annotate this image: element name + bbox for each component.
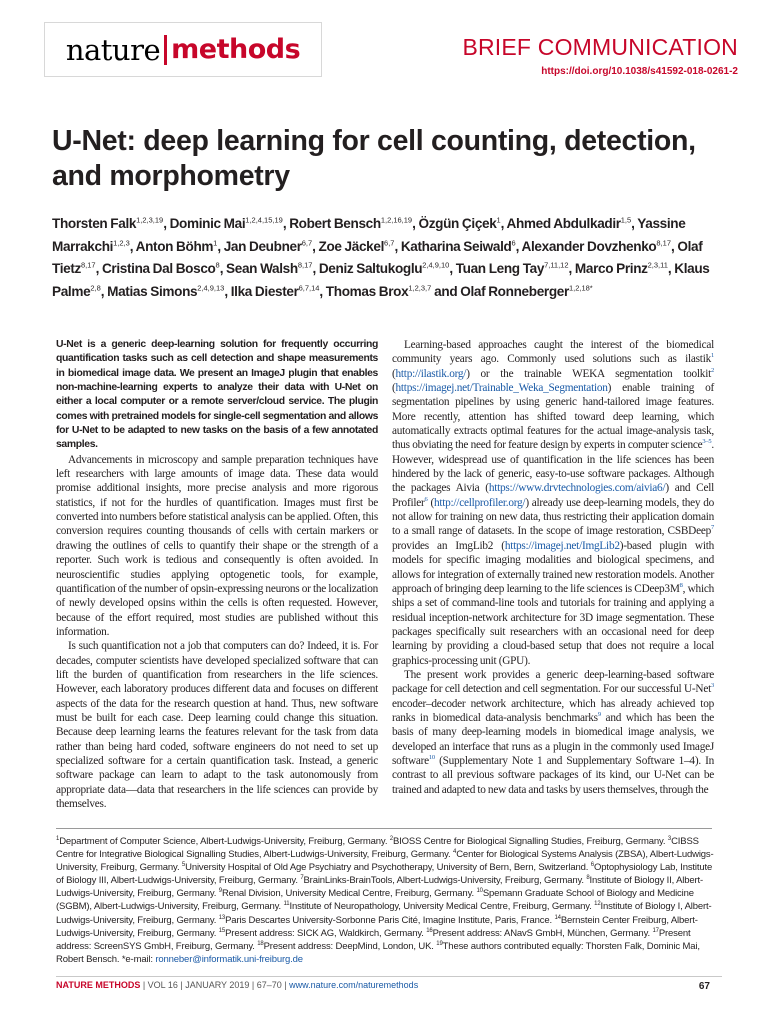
author-affiliation-marker: 1,2,3,19	[136, 215, 164, 225]
author-separator: ,	[412, 216, 419, 231]
cellprofiler-link[interactable]: http://cellprofiler.org/	[433, 496, 526, 509]
aivia-link[interactable]: https://www.drvtechnologies.com/aivia6/	[488, 482, 666, 495]
corresponding-email[interactable]: ronneber@informatik.uni-freiburg.de	[155, 953, 303, 965]
journal-logo[interactable]	[44, 22, 322, 77]
article-type-label: BRIEF COMMUNICATION	[462, 34, 738, 60]
author-affiliation-marker: 7,11,12	[544, 260, 569, 270]
affiliation-number: 3	[667, 835, 672, 842]
affiliation-text: Institute of Biology II, Albert-Ludwigs-University, Freiburg, Germany.	[56, 875, 704, 900]
author-affiliation-marker: 1,2,18*	[568, 283, 593, 293]
author-name[interactable]: Olaf Ronneberger	[460, 283, 569, 299]
author-separator: ,	[312, 261, 319, 277]
author-separator: ,	[95, 261, 102, 277]
author-name[interactable]: Sean Walsh	[226, 261, 298, 277]
page-number: 67	[698, 981, 710, 992]
author-separator: ,	[568, 261, 575, 277]
reference-marker[interactable]: 2	[711, 366, 714, 374]
affiliation-text: Bernstein Center Freiburg, Albert-Ludwigs-University, Freiburg, Germany.	[56, 914, 698, 939]
author-affiliation-marker: 1,5	[620, 215, 632, 225]
affiliation-number: 15	[218, 927, 226, 934]
author-separator: ,	[319, 283, 326, 299]
affiliation-text: Present address: DeepMind, London, UK.	[263, 940, 437, 952]
author-affiliation-marker: 6,7	[384, 238, 395, 248]
author-separator: ,	[163, 216, 170, 231]
body-paragraph: Is such quantification not a job that computers can do? Indeed, it is. For decades, computer scientists have developed specialized software that can lift the burden of quantification from researchers in the life sciences. However, each laboratory produces different data and focuses on different aspects of the data for the research question at hand. Thus, new software must be built for each case. Deep learning could change this situation. Because deep learning learns the features relevant for the task from data rather than being hard coded, software engineers do not need to set up specialized software for a certain quantification task. Instead, a generic software package can learn to adapt to the task autonomously from appropriate data—data that researchers in the life sciences can provide by themselves.	[56, 640, 378, 810]
author-name[interactable]: Yassine Marrakchi	[52, 216, 686, 254]
author-affiliation-marker: 6	[511, 238, 516, 248]
author-separator: ,	[282, 216, 290, 231]
left-column	[56, 338, 378, 811]
author-name[interactable]: Jan Deubner	[223, 238, 302, 254]
author-affiliation-marker: 8	[215, 260, 220, 270]
reference-marker[interactable]: 6	[424, 496, 428, 504]
affiliation-text: Renal Division, University Medical Centre, Freiburg, Germany.	[221, 888, 477, 900]
affiliation-number: 19	[436, 940, 443, 947]
author-name[interactable]: Tuan Leng Tay	[455, 261, 545, 277]
author-separator: ,	[500, 216, 507, 231]
reference-marker[interactable]: 10	[428, 754, 435, 762]
affiliation-number: 6	[590, 862, 594, 869]
reference-marker[interactable]: 3–5	[702, 438, 712, 446]
author-name[interactable]: Klaus Palme	[52, 261, 710, 299]
author-name[interactable]: Katharina Seiwald	[400, 238, 512, 254]
affiliation-text: Spemann Graduate School of Biology and Medicine (SGBM), Albert-Ludwigs-University, Freiburg, Germany.	[56, 888, 694, 913]
author-name[interactable]: Ilka Diester	[230, 283, 299, 299]
author-separator: ,	[671, 238, 678, 254]
author-affiliation-marker: 6,7,14	[298, 283, 320, 293]
affiliation-number: 18	[257, 940, 264, 947]
reference-marker[interactable]: 3	[711, 682, 714, 690]
author-name[interactable]: Matias Simons	[107, 283, 198, 299]
affiliation-number: 17	[652, 927, 659, 934]
author-name[interactable]: Özgün Çiçek	[418, 216, 497, 231]
author-affiliation-marker: 8,17	[80, 260, 96, 270]
right-column	[392, 338, 714, 797]
author-affiliation-marker: 1,2,3,7	[408, 283, 432, 293]
affiliation-number: 9	[218, 888, 222, 895]
author-name[interactable]: Thorsten Falk	[52, 216, 137, 231]
reference-marker[interactable]: 7	[711, 524, 714, 532]
affiliation-number: 16	[426, 927, 433, 934]
article-title: U-Net: deep learning for cell counting, detection, and morphometry	[52, 125, 696, 192]
author-separator: ,	[100, 283, 108, 299]
author-separator: ,	[667, 261, 675, 277]
author-affiliation-marker: 8,17	[656, 238, 671, 248]
affiliation-text: Center for Biological Systems Analysis (ZBSA), Albert-Ludwigs-University, Freiburg, Germany.	[56, 849, 714, 874]
affiliation-number: 13	[218, 914, 226, 921]
reference-marker[interactable]: 1	[711, 352, 714, 360]
footer-divider	[56, 976, 722, 977]
author-affiliation-marker: 1,2,16,19	[380, 215, 413, 225]
affiliation-text: Paris Descartes University-Sorbonne Paris Cité, Imagine Institute, Paris, France.	[225, 914, 555, 926]
author-affiliation-marker: 2,3,11	[647, 260, 668, 270]
author-name[interactable]: Thomas Brox	[325, 283, 409, 299]
author-name[interactable]: Marco Prinz	[574, 261, 648, 277]
affiliation-number: 4	[453, 848, 457, 855]
author-separator: and	[431, 283, 461, 299]
affiliation-number: 1	[56, 835, 60, 842]
affiliation-number: 10	[476, 888, 483, 895]
author-affiliation-marker: 1,2,3	[113, 238, 130, 248]
affiliation-text: BIOSS Centre for Biological Signalling Studies, Freiburg, Germany.	[392, 836, 668, 847]
doi-link[interactable]: https://doi.org/10.1038/s41592-018-0261-2	[541, 66, 738, 77]
body-paragraph: Learning-based approaches caught the interest of the biomedical community years ago. Commonly used solutions such as ilastik$^1$ (http://ilastik.org/) or the trainable WEKA segmentation toolkit$^2$ (https://imagej.net/Trainable_Weka_Segmentation) enable training of segmentation pipelines by using generic hand-tailored image features. More recently, attention has shifted toward deep learning, which automatically extracts optimal features for the actual image-analysis task, thus obviating the need for feature design by experts in computer science$^{3-5}$. However, widespread use of quantification in the life sciences has been hindered by the lack of generic, easy-to-use software packages. Although the packages Aivia (https://www.drvtechnologies.com/aivia6/) and Cell Profiler$^6$ (http://cellprofiler.org/) already use deep-learning models, they do not allow for training on new data, thus restricting their application domain to a small range of datasets. In the scope of image restoration, CSBDeep$^7$ provides an ImgLib2 (https://imagej.net/ImgLib2)-based plugin with models for specific imaging modalities and biological specimens, and allows for integration of externally trained new restoration models. Another approach of bringing deep learning to the life sciences is $CDeep3M^8$, which ships a set of command-line tools and tutorials for training and applying a residual inception-network architecture for 3D image segmentation. These packages specifically suit researchers with an occasional need for deep learning by providing a cloud-based setup that does not require a local graphics-processing unit (GPU).	[392, 339, 714, 667]
page-footer	[56, 980, 418, 990]
author-affiliation-marker: 2,4,9,13	[197, 283, 225, 293]
affiliation-number: 5	[181, 862, 186, 869]
affiliation-number: 11	[283, 901, 290, 908]
author-affiliation-marker: 1	[213, 238, 218, 248]
affiliation-text: Present address: SICK AG, Waldkirch, Germany.	[225, 927, 427, 939]
affiliation-text: Present address: ScreenSYS GmbH, Freiburg, Germany.	[56, 927, 691, 952]
affiliation-text: BrainLinks-BrainTools, Albert-Ludwigs-University, Freiburg, Germany.	[303, 875, 587, 887]
ilastik-link[interactable]: http://ilastik.org/	[395, 367, 467, 380]
body-paragraph: Advancements in microscopy and sample preparation techniques have left researchers with large amounts of image data. These data would promise additional insights, more precise analysis and more rigorous statistics, if not for the hurdles of quantification. Images must first be converted into numbers before statistical analysis can be applied. Often, this conversion requires counting thousands of cells with certain markers or drawing the outlines of cells to quantify their shape or the strength of a reporter. Such work is tedious and consequently is often avoided. In neuroscientific studies applying optogenetic tools, for example, quantification of the number of opsin-expressing neurons or the localization of newly developed opsins within the cells is often requested. However, because of the effort required, most studies are published without this information.	[56, 453, 378, 638]
affiliation-number: 14	[554, 914, 561, 921]
author-affiliation-marker: 6,7	[301, 238, 313, 248]
author-separator: ,	[515, 238, 522, 254]
affiliation-text: Institute of Biology I, Albert-Ludwigs-University, Freiburg, Germany.	[56, 901, 712, 926]
footer-issue: | VOL 16 | JANUARY 2019 | 67–70 |	[140, 980, 290, 990]
weka-link[interactable]: https://imagej.net/Trainable_Weka_Segmentation	[395, 382, 608, 395]
author-name[interactable]: Zoe Jäckel	[318, 238, 385, 254]
author-affiliation-marker: 1	[496, 215, 501, 225]
author-affiliation-marker: 8,17	[297, 260, 313, 270]
author-name[interactable]: Alexander Dovzhenko	[521, 238, 657, 254]
author-separator: ,	[394, 238, 401, 254]
logo-divider	[164, 35, 167, 65]
abstract: U-Net is a generic deep-learning solution for frequently occurring quantification tasks such as cell detection and shape measurements in biomedical image data. We present an ImageJ plugin that enables non-machine-learning experts to analyze their data with U-Net on either a local computer or a remote server/cloud service. The plugin comes with pretrained models for single-cell segmentation and allows for U-Net to be adapted to new tasks on the basis of a few annotated samples.	[56, 339, 378, 451]
reference-marker[interactable]: 9	[597, 711, 601, 719]
author-separator: ,	[631, 216, 638, 231]
author-list	[52, 213, 732, 303]
footer-journal: NATURE METHODS	[56, 980, 141, 990]
author-separator: ,	[219, 261, 227, 277]
author-affiliation-marker: 1,2,4,15,19	[245, 215, 283, 225]
affiliation-number: 12	[594, 901, 601, 908]
reference-marker[interactable]: 8	[679, 582, 683, 590]
affiliation-text: These authors contributed equally: Thorsten Falk, Dominic Mai, Robert Bensch. *e-mail:	[56, 940, 700, 965]
author-name[interactable]: Olaf Tietz	[52, 238, 703, 277]
affiliation-text: University Hospital of Old Age Psychiatry and Psychotherapy, University of Bern, Bern, Switzerland.	[185, 862, 591, 874]
affiliation-number: 7	[300, 875, 304, 882]
author-name[interactable]: Cristina Dal Bosco	[101, 261, 216, 277]
author-affiliation-marker: 2,8	[90, 283, 101, 293]
affiliation-text: Department of Computer Science, Albert-Ludwigs-University, Freiburg, Germany.	[59, 836, 390, 847]
author-separator: ,	[312, 238, 319, 254]
affiliation-number: 2	[389, 835, 393, 842]
author-name[interactable]: Ahmed Abdulkadir	[506, 216, 621, 231]
affiliation-text: Optophysiology Lab, Institute of Biology III, Albert-Ludwigs-University, Freiburg, Germany.	[56, 862, 713, 887]
author-separator: ,	[224, 283, 231, 299]
author-name[interactable]: Deniz Saltukoglu	[318, 261, 423, 277]
affiliations	[56, 835, 722, 966]
author-separator: ,	[217, 238, 224, 254]
affiliation-text: Present address: ANavS GmbH, München, Germany.	[432, 927, 653, 939]
author-affiliation-marker: 2,4,9,10	[422, 260, 450, 270]
affiliation-text: CIBSS Centre for Integrative Biological Signalling Studies, Albert-Ludwigs-University, Freiburg, Germany.	[56, 836, 699, 861]
body-paragraph: The present work provides a generic deep-learning-based software package for cell detection and cell segmentation. For our successful U-Net$^3$ encoder–decoder network architecture, which has already achieved top ranks in biomedical data-analysis benchmarks$^9$ and which has been the basis of many deep-learning models in biomedical image analysis, we developed an interface that runs as a plugin in the commonly used ImageJ software$^{10}$ (Supplementary Note 1 and Supplementary Software 1–4). In contrast to all previous software packages of its kind, our U-Net can be trained and adapted to new data and tasks by users themselves, through the	[392, 668, 714, 796]
affiliation-text: Institute of Neuropathology, University Medical Centre, Freiburg, Germany.	[289, 901, 595, 913]
affiliations-divider	[56, 828, 712, 829]
footer-url[interactable]: www.nature.com/naturemethods	[289, 980, 419, 990]
logo-nature-text: nature	[65, 32, 161, 67]
logo-methods-text: methods	[171, 34, 301, 65]
author-name[interactable]: Robert Bensch	[289, 216, 381, 231]
author-separator: ,	[449, 261, 456, 277]
author-name[interactable]: Anton Böhm	[135, 238, 214, 254]
author-name[interactable]: Dominic Mai	[169, 216, 246, 231]
imglib2-link[interactable]: https://imagej.net/ImgLib2	[504, 539, 620, 552]
author-separator: ,	[129, 238, 136, 254]
doi-line	[541, 66, 738, 77]
affiliation-number: 8	[586, 875, 590, 882]
